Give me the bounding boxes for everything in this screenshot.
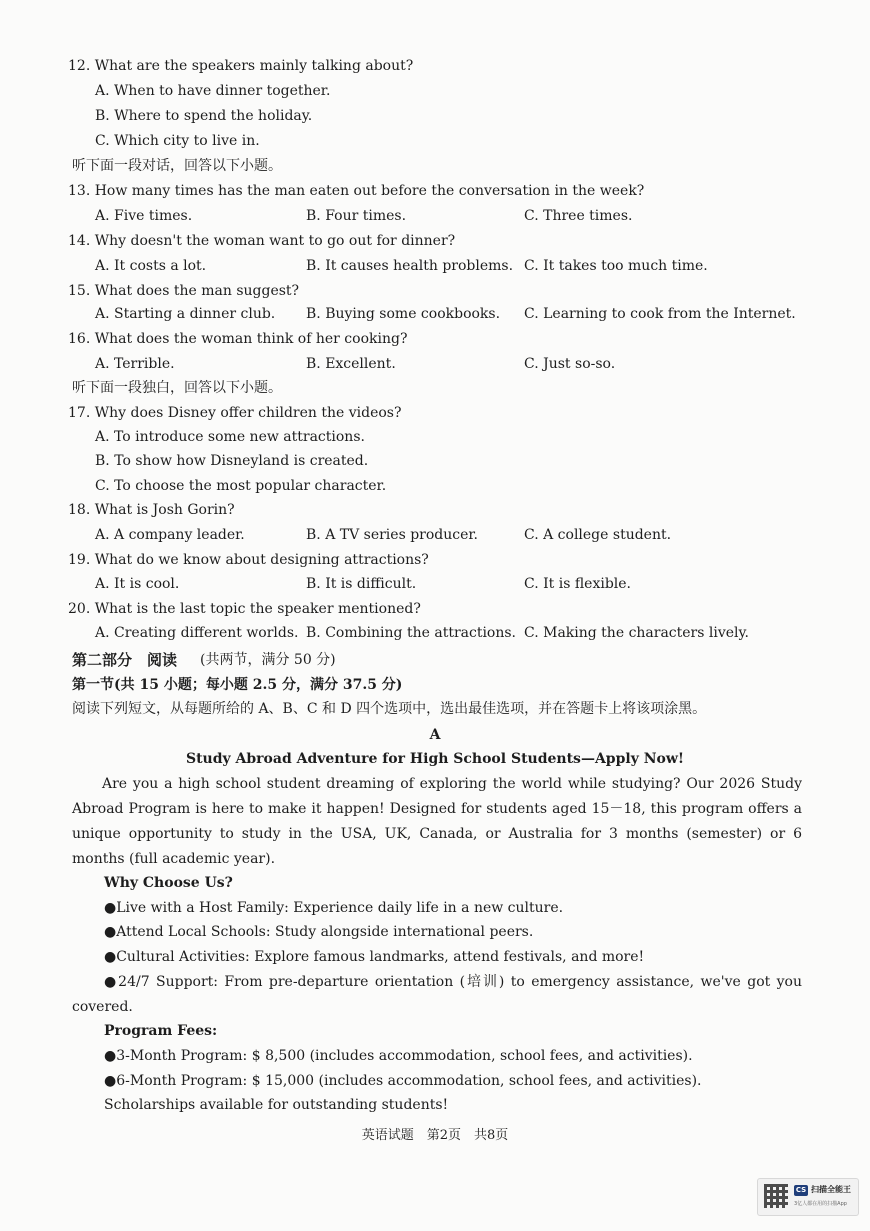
- question-stem: 16. What does the woman think of her cooking?: [68, 331, 408, 347]
- answer-option: A. When to have dinner together.: [95, 83, 331, 99]
- answer-option: C. Learning to cook from the Internet.: [524, 306, 796, 322]
- answer-option: C. Making the characters lively.: [524, 625, 750, 641]
- scanner-watermark: [757, 1178, 859, 1216]
- answer-option: A. Starting a dinner club.: [95, 306, 276, 322]
- question-stem: 13. How many times has the man eaten out before the conversation in the week?: [68, 183, 645, 199]
- passage-letter: A: [429, 727, 441, 743]
- question-stem: 20. What is the last topic the speaker mentioned?: [68, 601, 421, 617]
- part-heading: 第二部分 阅读: [72, 651, 178, 669]
- answer-option: C. Three times.: [524, 208, 633, 224]
- answer-option: A. Five times.: [95, 208, 193, 224]
- answer-option: B. Buying some cookbooks.: [306, 306, 501, 322]
- answer-option: C. A college student.: [524, 527, 672, 543]
- fees-heading: Program Fees:: [104, 1023, 218, 1039]
- scanner-app-tagline: 3亿人都在用的扫描App: [794, 1201, 847, 1207]
- question-stem: 12. What are the speakers mainly talking about?: [68, 58, 414, 74]
- page-footer: 英语试题 第2页 共8页: [361, 1128, 509, 1143]
- feature-item: ●Live with a Host Family: Experience daily life in a new culture.: [104, 900, 564, 916]
- answer-option: C. Which city to live in.: [95, 133, 260, 149]
- answer-option: B. Where to spend the holiday.: [95, 108, 313, 124]
- question-stem: 18. What is Josh Gorin?: [68, 502, 235, 518]
- answer-option: C. Just so-so.: [524, 356, 616, 372]
- answer-option: A. It is cool.: [95, 576, 180, 592]
- answer-option: B. Combining the attractions.: [306, 625, 517, 641]
- answer-option: A. A company leader.: [95, 527, 245, 543]
- question-stem: 19. What do we know about designing attractions?: [68, 552, 429, 568]
- answer-option: A. It costs a lot.: [95, 258, 207, 274]
- answer-option: A. Terrible.: [95, 356, 175, 372]
- fee-item: ●3-Month Program: $ 8,500 (includes accommodation, school fees, and activities).: [104, 1048, 693, 1064]
- scholarship-note: Scholarships available for outstanding students!: [104, 1097, 449, 1113]
- feature-item: ●24/7 Support: From pre-departure orientation (培训) to emergency assistance, we've got you covered.: [72, 974, 802, 1015]
- answer-option: B. To show how Disneyland is created.: [95, 453, 369, 469]
- answer-option: B. It causes health problems.: [306, 258, 514, 274]
- scanner-app-name: 扫描全能王: [811, 1185, 851, 1194]
- answer-option: B. It is difficult.: [306, 576, 417, 592]
- section-heading: 第一节(共 15 小题；每小题 2.5 分，满分 37.5 分): [72, 677, 403, 693]
- qr-code-icon: [764, 1184, 788, 1208]
- passage-title: Study Abroad Adventure for High School Students—Apply Now!: [185, 751, 685, 767]
- reading-instruction: 阅读下列短文，从每题所给的 A、B、C 和 D 四个选项中，选出最佳选项，并在答题卡上将该项涂黑。: [72, 701, 707, 717]
- fee-item: ●6-Month Program: $ 15,000 (includes accommodation, school fees, and activities).: [104, 1073, 702, 1089]
- answer-option: A. To introduce some new attractions.: [95, 429, 365, 445]
- answer-option: B. Four times.: [306, 208, 407, 224]
- why-heading: Why Choose Us?: [104, 875, 233, 891]
- question-stem: 15. What does the man suggest?: [68, 283, 300, 299]
- section-instruction: 听下面一段对话，回答以下小题。: [72, 158, 282, 174]
- feature-item: ●Cultural Activities: Explore famous landmarks, attend festivals, and more!: [104, 949, 645, 965]
- cs-logo: CS: [795, 1186, 807, 1194]
- answer-option: B. Excellent.: [306, 356, 396, 372]
- answer-option: C. It is flexible.: [524, 576, 632, 592]
- intro-paragraph: Are you a high school student dreaming of exploring the world while studying? Our 2026 Study Abroad Program is here to make it happen! Designed for students aged 15－18, this program offers a unique opportunity to study in the USA, UK, Canada, or Australia for 3 months (semester) or 6 months (full academic year).: [72, 776, 802, 867]
- feature-item: ●Attend Local Schools: Study alongside international peers.: [104, 924, 534, 940]
- answer-option: C. It takes too much time.: [524, 258, 708, 274]
- question-stem: 14. Why doesn't the woman want to go out for dinner?: [68, 233, 456, 249]
- answer-option: A. Creating different worlds.: [95, 625, 299, 641]
- section-instruction: 听下面一段独白，回答以下小题。: [72, 380, 282, 396]
- question-stem: 17. Why does Disney offer children the videos?: [68, 405, 402, 421]
- part-heading-note: (共两节，满分 50 分): [200, 652, 336, 668]
- answer-option: C. To choose the most popular character.: [95, 478, 387, 494]
- answer-option: B. A TV series producer.: [306, 527, 478, 543]
